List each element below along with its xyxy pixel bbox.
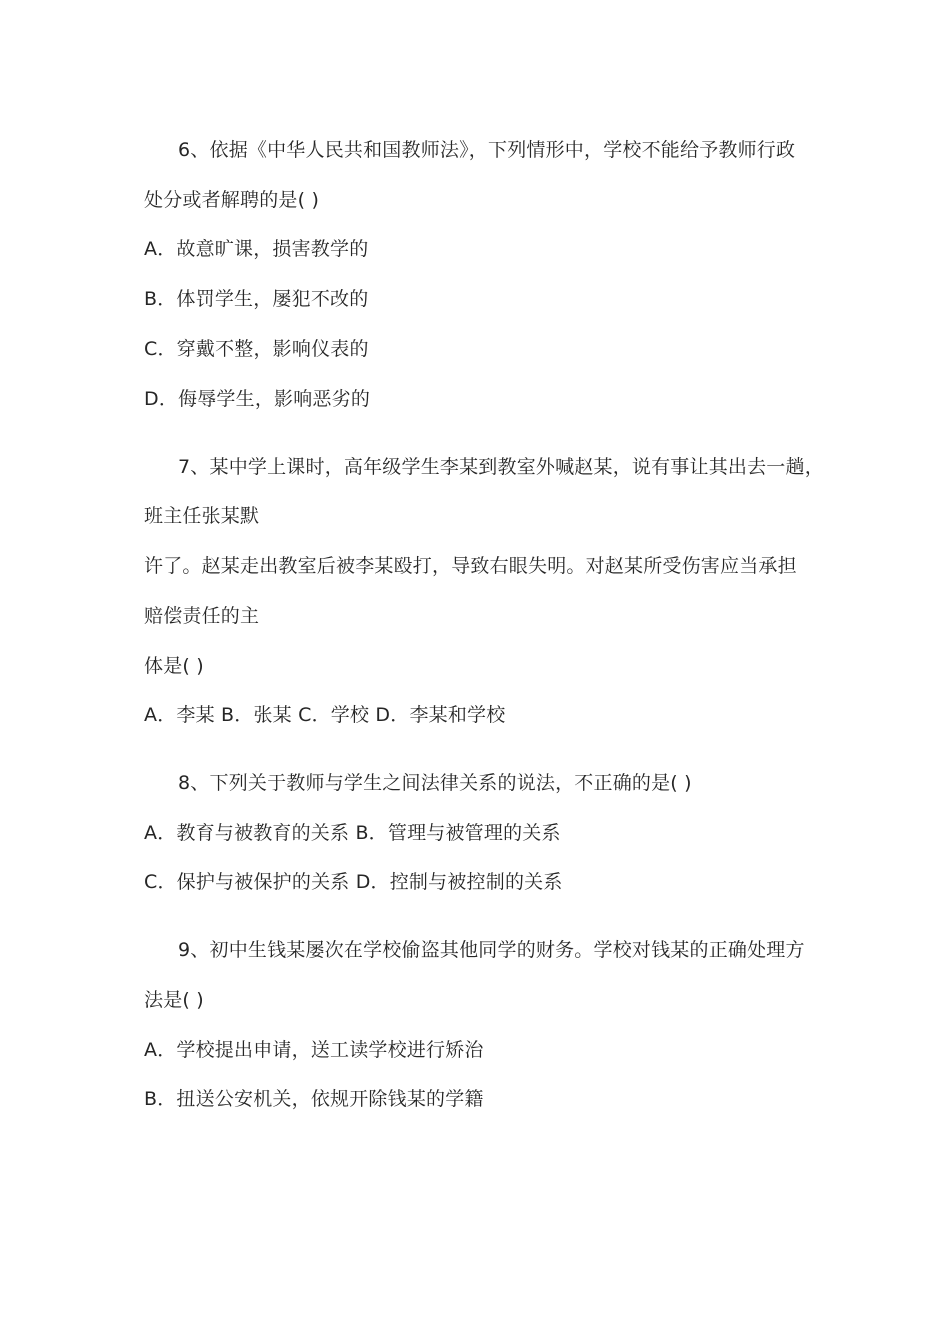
question-7-stem-line-5: 体是( ) [144,655,204,677]
question-9-stem-line-2: 法是( ) [144,989,204,1011]
question-7-stem-line-2: 班主任张某默 [144,505,260,527]
question-6-stem-line-1: 6、依据《中华人民共和国教师法》，下列情形中，学校不能给予教师行政 [178,139,796,161]
question-6-option-a: A．故意旷课，损害教学的 [144,238,369,260]
question-6-option-d: D．侮辱学生，影响恶劣的 [144,388,371,410]
question-6-option-c: C．穿戴不整，影响仪表的 [144,338,369,360]
question-8-stem-line-1: 8、下列关于教师与学生之间法律关系的说法，不正确的是( ) [178,772,692,794]
question-9-option-a: A．学校提出申请，送工读学校进行矫治 [144,1039,484,1061]
question-7-stem-line-4: 赔偿责任的主 [144,605,260,627]
question-8-options-cd: C．保护与被保护的关系 D．控制与被控制的关系 [144,871,563,893]
question-8-options-ab: A．教育与被教育的关系 B．管理与被管理的关系 [144,822,561,844]
question-7-stem-line-3: 许了。赵某走出教室后被李某殴打，导致右眼失明。对赵某所受伤害应当承担 [144,555,797,577]
question-6-stem-line-2: 处分或者解聘的是( ) [144,189,320,211]
question-7-stem-line-1: 7、某中学上课时，高年级学生李某到教室外喊赵某，说有事让其出去一趟， [178,456,824,478]
question-9-option-b: B．扭送公安机关，依规开除钱某的学籍 [144,1088,484,1110]
question-9-stem-line-1: 9、初中生钱某屡次在学校偷盗其他同学的财务。学校对钱某的正确处理方 [178,939,805,961]
question-6-option-b: B．体罚学生，屡犯不改的 [144,288,369,310]
question-7-options: A．李某 B．张某 C．学校 D．李某和学校 [144,704,506,726]
